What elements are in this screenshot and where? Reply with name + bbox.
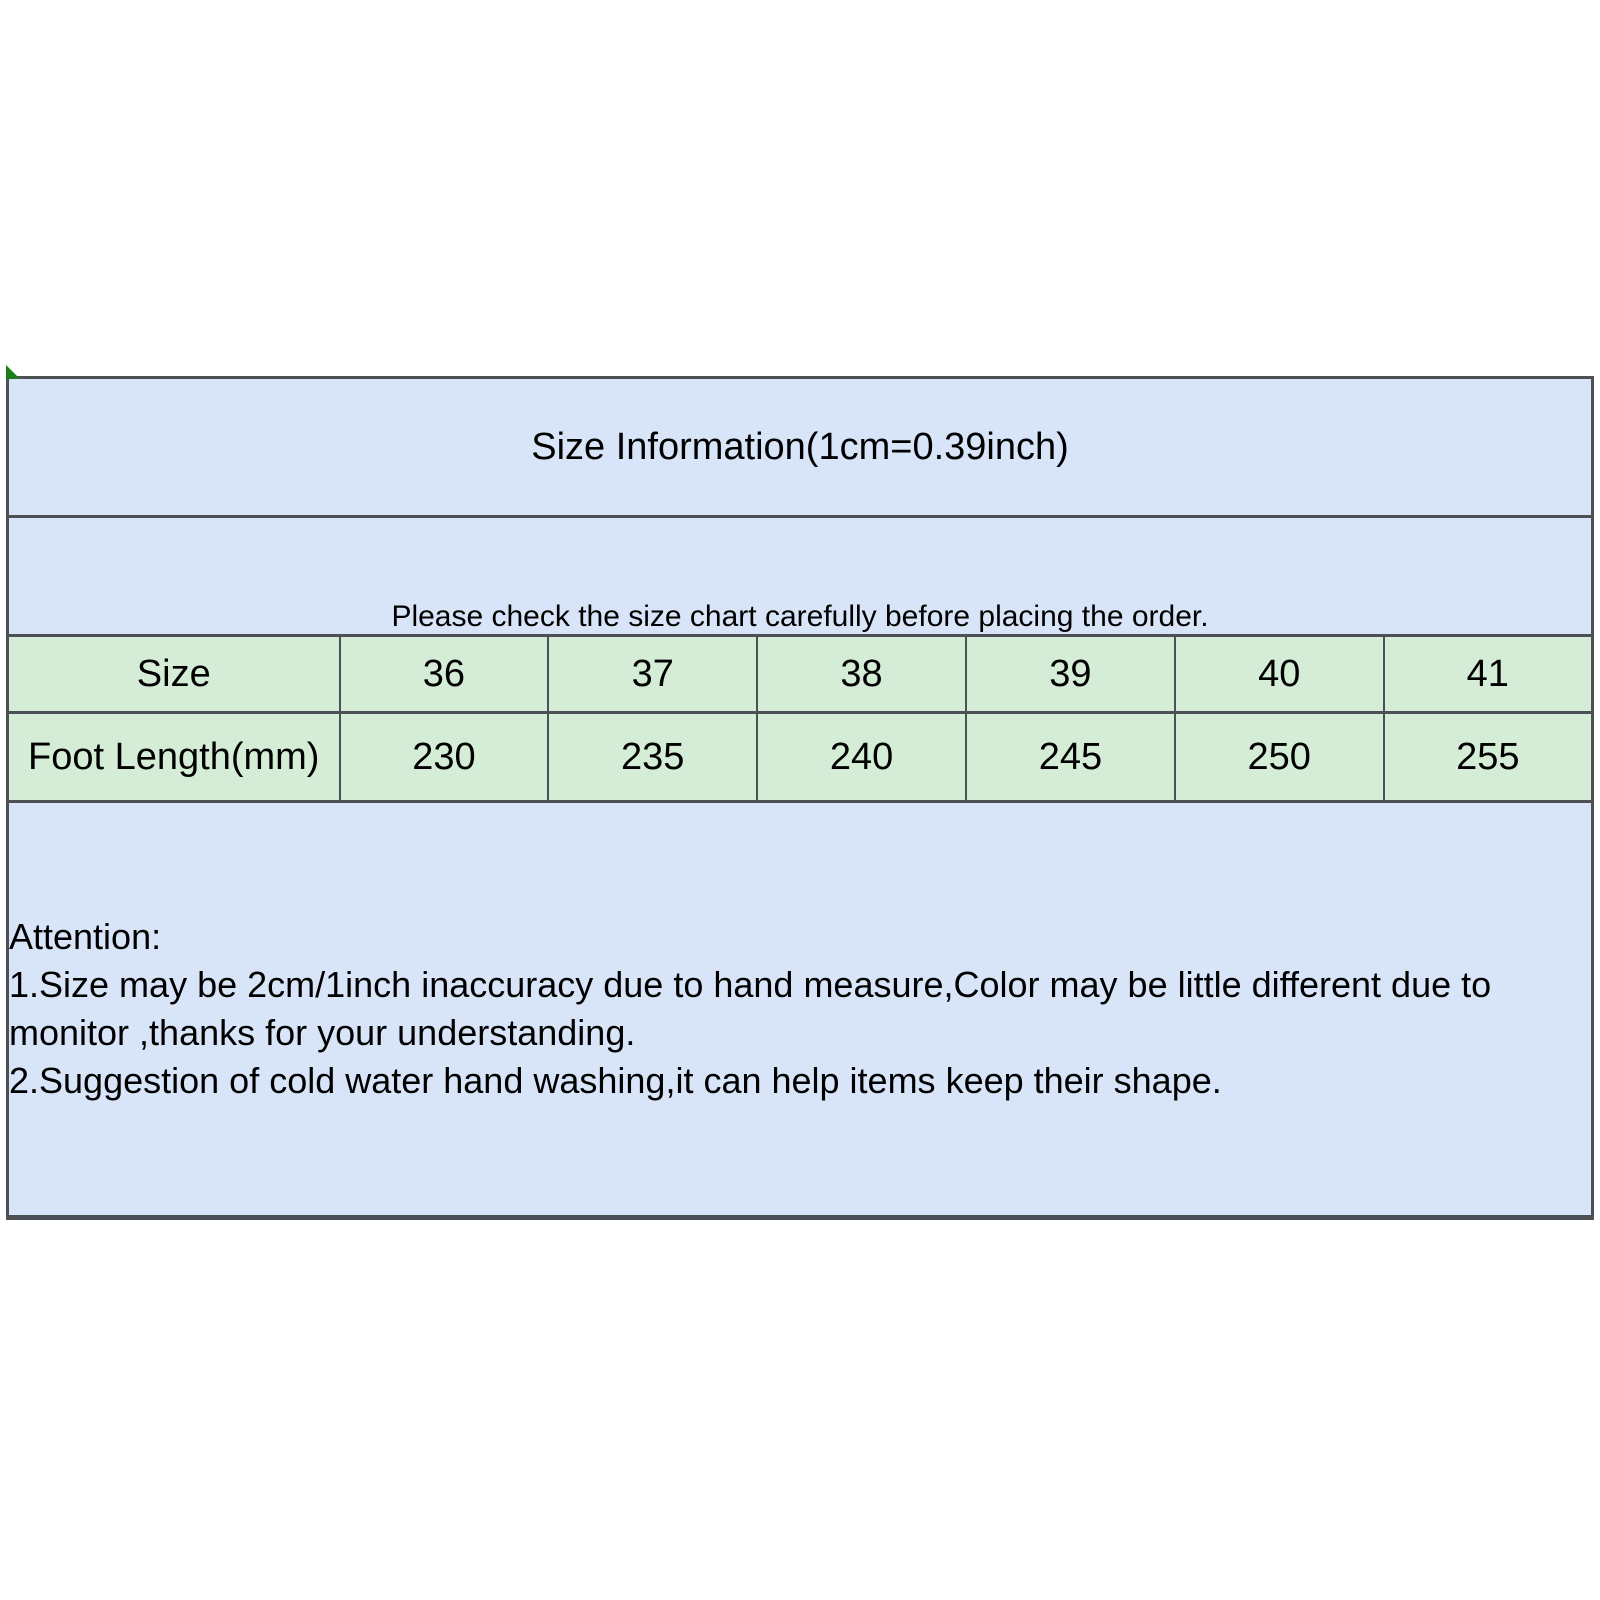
foot-length-row-header: Foot Length(mm) (8, 713, 340, 802)
size-row-header: Size (8, 636, 340, 713)
size-value-cell: 37 (548, 636, 757, 713)
size-value-cell: 36 (340, 636, 549, 713)
size-chart-subtitle: Please check the size chart carefully before placing the order. (8, 517, 1593, 636)
attention-line: 1.Size may be 2cm/1inch inaccuracy due to hand measure,Color may be little different due to (9, 964, 1492, 1005)
size-row (8, 636, 1593, 713)
size-value-cell: 38 (757, 636, 966, 713)
attention-line: 2.Suggestion of cold water hand washing,it can help items keep their shape. (9, 1060, 1222, 1101)
foot-length-value-cell: 255 (1384, 713, 1593, 802)
title-row (8, 378, 1593, 517)
attention-heading: Attention: (9, 916, 162, 957)
foot-length-value-cell: 235 (548, 713, 757, 802)
attention-line: monitor ,thanks for your understanding. (9, 1012, 636, 1053)
attention-row (8, 802, 1593, 1218)
foot-length-row (8, 713, 1593, 802)
size-value-cell: 41 (1384, 636, 1593, 713)
foot-length-value-cell: 245 (966, 713, 1175, 802)
foot-length-value-cell: 240 (757, 713, 966, 802)
subtitle-row (8, 517, 1593, 636)
attention-block (8, 802, 1593, 1218)
foot-length-value-cell: 230 (340, 713, 549, 802)
size-value-cell: 39 (966, 636, 1175, 713)
size-chart-title: Size Information(1cm=0.39inch) (8, 378, 1593, 517)
foot-length-value-cell: 250 (1175, 713, 1384, 802)
size-chart-table (6, 376, 1594, 1220)
size-chart-panel (6, 376, 1594, 1220)
size-value-cell: 40 (1175, 636, 1384, 713)
